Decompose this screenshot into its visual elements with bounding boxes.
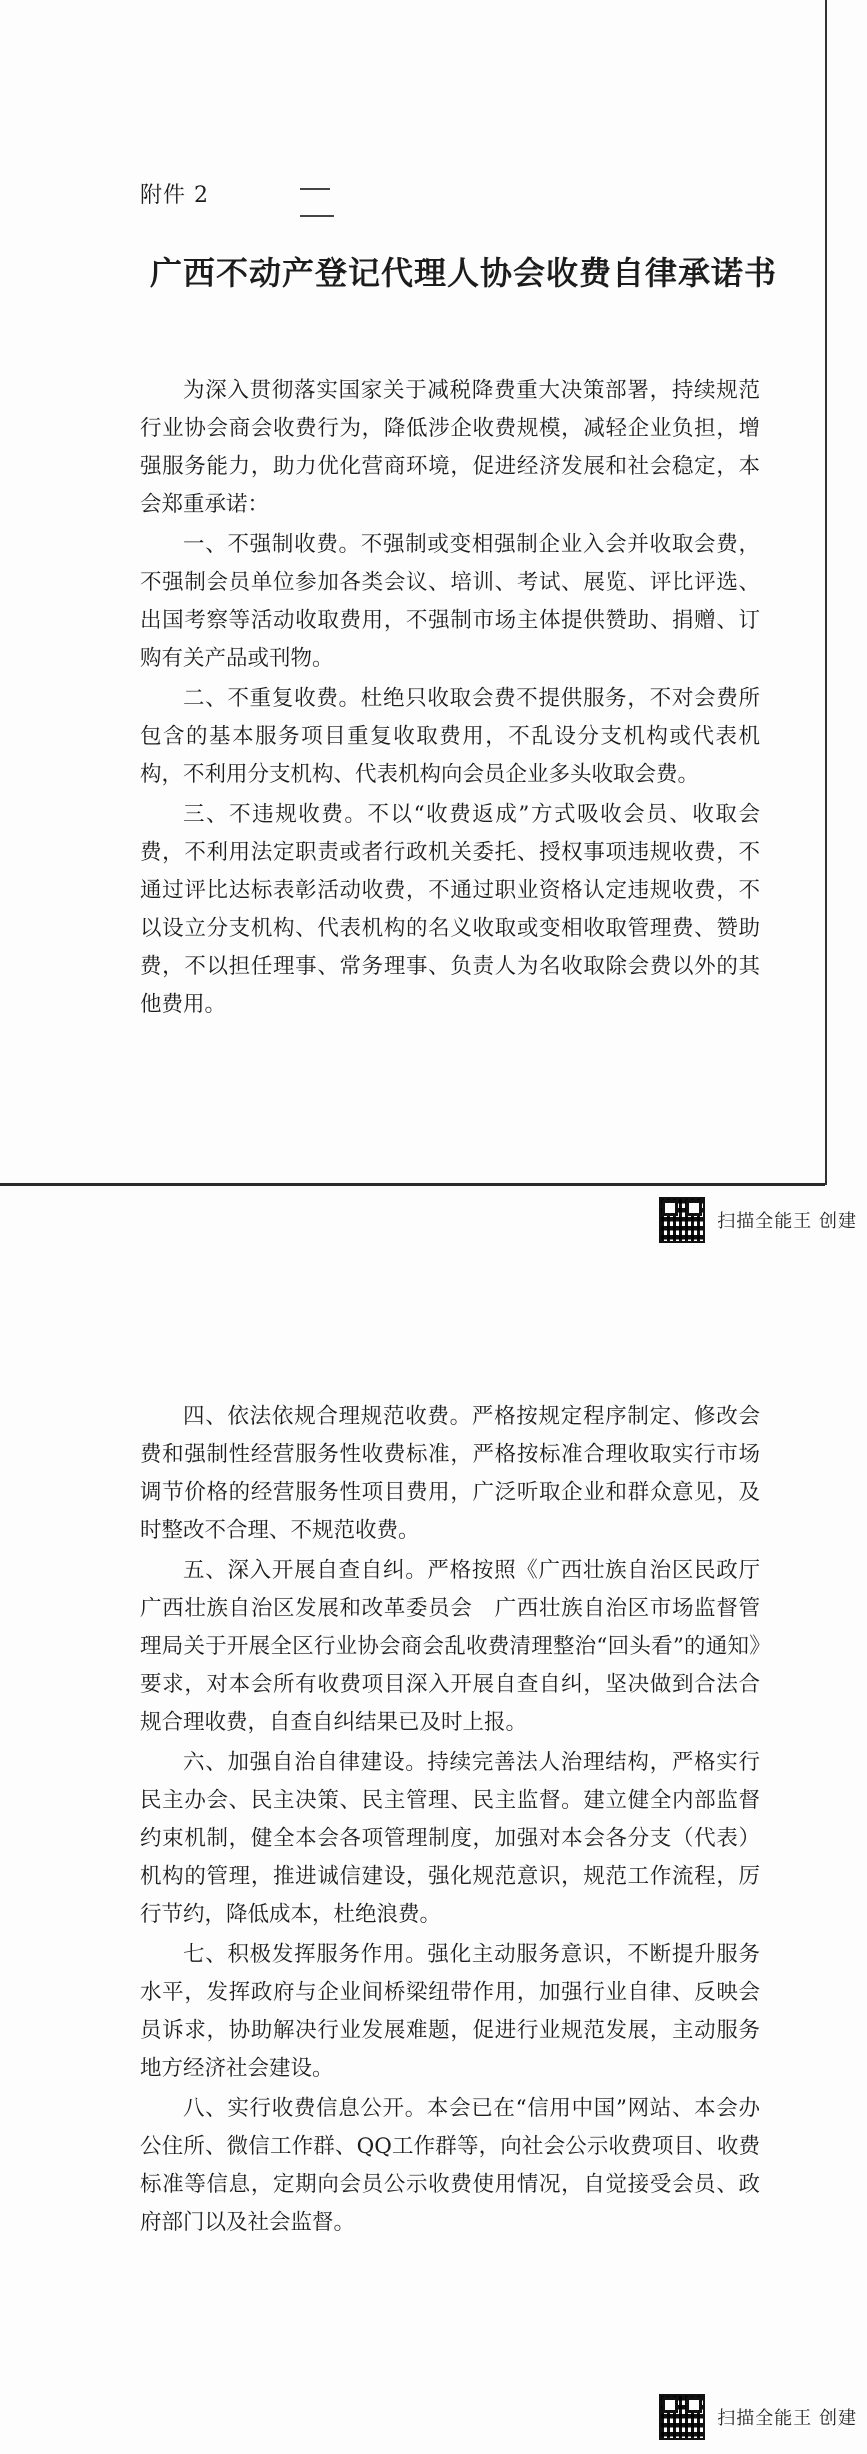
commitment-paragraph-5: 五、深入开展自查自纠。严格按照《广西壮族自治区民政厅 广西壮族自治区发展和改革委员会 广西壮族自治区市场监督管理局关于开展全区行业协会商会乱收费清理整治“回头看”的通知》要求，对本会所有收费项目深入开展自查自纠，坚决做到合法合规合理收费，自查自纠结果已及时上报。 (140, 1558, 760, 1735)
scanner-footer-text: 扫描全能王 创建 (717, 1211, 857, 1232)
intro-paragraph: 为深入贯彻落实国家关于减税降费重大决策部署，持续规范行业协会商会收费行为，降低涉企收费规模，减轻企业负担，增强服务能力，助力优化营商环境，促进经济发展和社会稳定，本会郑重承诺： (140, 378, 760, 517)
scan-mark (300, 215, 334, 217)
scan-edge-bottom (0, 1183, 825, 1186)
commitment-paragraph-4: 四、依法依规合理规范收费。严格按规定程序制定、修改会费和强制性经营服务性收费标准，严格按标准合理收取实行市场调节价格的经营服务性项目费用，广泛听取企业和群众意见，及时整改不合理、不规范收费。 (140, 1404, 760, 1543)
page-2-body (140, 1398, 760, 2244)
scanned-page-2 (0, 1300, 867, 2454)
scan-edge-right (825, 0, 827, 1185)
document-title: 广西不动产登记代理人协会收费自律承诺书 (150, 254, 778, 292)
commitment-paragraph-1: 一、不强制收费。不强制或变相强制企业入会并收取会费，不强制会员单位参加各类会议、培训、考试、展览、评比评选、出国考察等活动收取费用，不强制市场主体提供赞助、捐赠、订购有关产品或刊物。 (140, 532, 760, 671)
commitment-paragraph-6: 六、加强自治自律建设。持续完善法人治理结构，严格实行民主办会、民主决策、民主管理、民主监督。建立健全内部监督约束机制，健全本会各项管理制度，加强对本会各分支（代表）机构的管理，推进诚信建设，强化规范意识，规范工作流程，厉行节约，降低成本，杜绝浪费。 (140, 1750, 760, 1927)
scan-mark (300, 188, 330, 190)
commitment-paragraph-2: 二、不重复收费。杜绝只收取会费不提供服务，不对会费所包含的基本服务项目重复收取费用，不乱设分支机构或代表机构，不利用分支机构、代表机构向会员企业多头收取会费。 (140, 686, 760, 787)
page-1-body (140, 372, 760, 1026)
qr-code-icon (659, 1197, 705, 1243)
commitment-paragraph-7: 七、积极发挥服务作用。强化主动服务意识，不断提升服务水平，发挥政府与企业间桥梁纽带作用，加强行业自律、反映会员诉求，协助解决行业发展难题，促进行业规范发展，主动服务地方经济社会建设。 (140, 1942, 760, 2081)
scanner-footer (659, 2392, 857, 2442)
scanner-footer (659, 1195, 857, 1245)
commitment-paragraph-3: 三、不违规收费。不以“收费返成”方式吸收会员、收取会费，不利用法定职责或者行政机关委托、授权事项违规收费，不通过评比达标表彰活动收费，不通过职业资格认定违规收费，不以设立分支机构、代表机构的名义收取或变相收取管理费、赞助费，不以担任理事、常务理事、负责人为名收取除会费以外的其他费用。 (140, 802, 760, 1017)
scanner-footer-text: 扫描全能王 创建 (717, 2408, 857, 2429)
qr-code-icon (659, 2394, 705, 2440)
attachment-label: 附件 2 (140, 183, 209, 208)
commitment-paragraph-8: 八、实行收费信息公开。本会已在“信用中国”网站、本会办公住所、微信工作群、QQ工作群等，向社会公示收费项目、收费标准等信息，定期向会员公示收费使用情况，自觉接受会员、政府部门以及社会监督。 (140, 2096, 760, 2235)
